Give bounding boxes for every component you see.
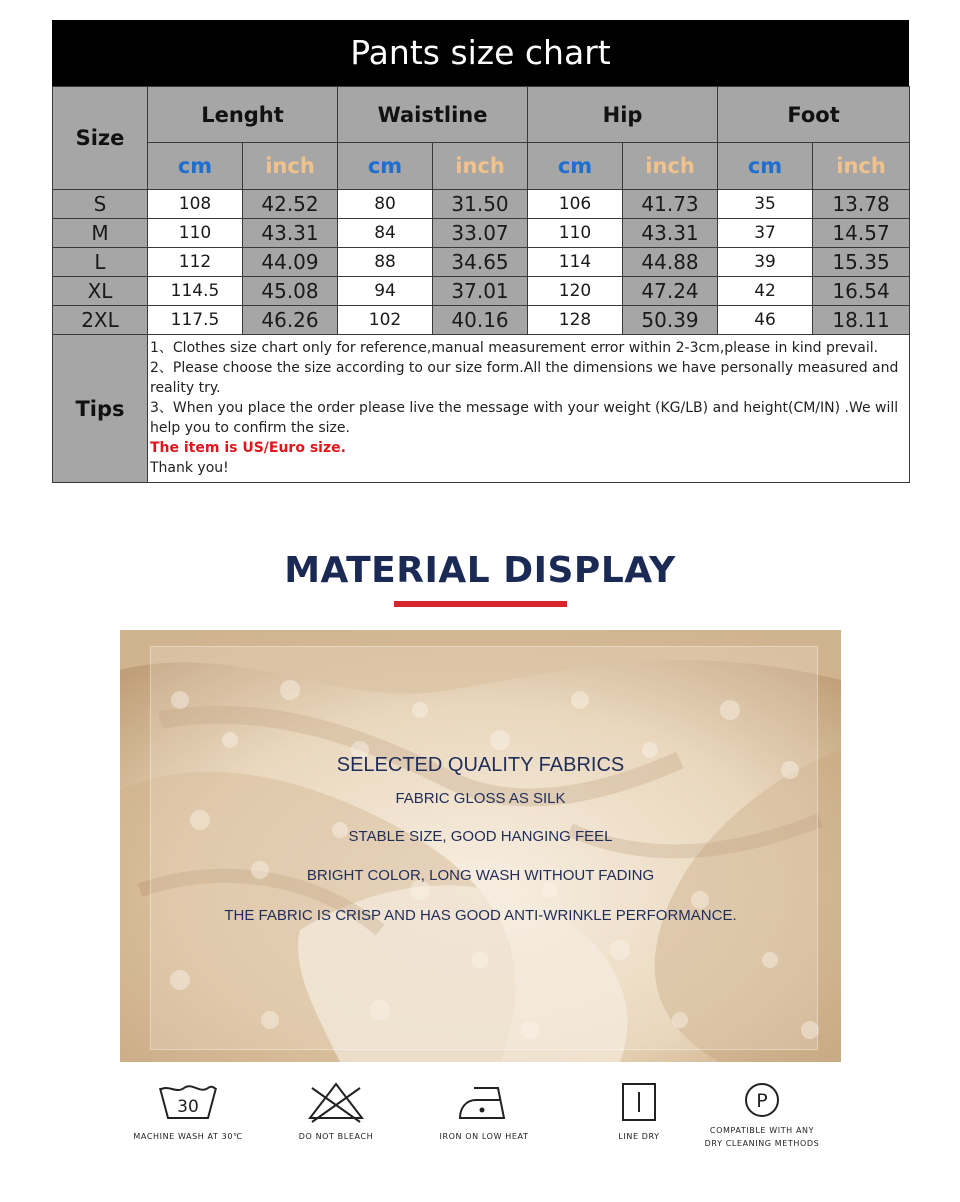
size-label: XL	[53, 277, 148, 306]
cell: 110	[148, 219, 243, 248]
tips-label: Tips	[53, 335, 148, 483]
chart-title: Pants size chart	[52, 20, 909, 86]
cell: 31.50	[433, 190, 528, 219]
size-label: S	[53, 190, 148, 219]
cell: 102	[338, 306, 433, 335]
cell: 42.52	[243, 190, 338, 219]
fabric-line: THE FABRIC IS CRISP AND HAS GOOD ANTI-WRINKLE PERFORMANCE.	[224, 907, 737, 924]
unit-cm: cm	[528, 143, 623, 190]
cell: 80	[338, 190, 433, 219]
care-no-bleach	[286, 1080, 386, 1143]
cell: 114.5	[148, 277, 243, 306]
cell: 110	[528, 219, 623, 248]
table-row	[53, 219, 910, 248]
cell: 15.35	[813, 248, 910, 277]
cell: 40.16	[433, 306, 528, 335]
cell: 88	[338, 248, 433, 277]
cell: 35	[718, 190, 813, 219]
cell: 41.73	[623, 190, 718, 219]
unit-cm: cm	[148, 143, 243, 190]
cell: 14.57	[813, 219, 910, 248]
cell: 39	[718, 248, 813, 277]
care-label-line1: COMPATIBLE WITH ANY	[709, 1126, 815, 1135]
machine-wash-30-icon	[156, 1080, 220, 1124]
do-not-bleach-icon	[306, 1080, 366, 1124]
care-label: LINE DRY	[618, 1132, 660, 1141]
size-header: Size	[53, 87, 148, 190]
cell: 18.11	[813, 306, 910, 335]
size-label: 2XL	[53, 306, 148, 335]
table-row	[53, 306, 910, 335]
cell: 128	[528, 306, 623, 335]
fabric-heading: SELECTED QUALITY FABRICS	[336, 754, 625, 776]
cell: 42	[718, 277, 813, 306]
cell: 47.24	[623, 277, 718, 306]
size-label: L	[53, 248, 148, 277]
cell: 45.08	[243, 277, 338, 306]
unit-cm: cm	[718, 143, 813, 190]
fabric-line: FABRIC GLOSS AS SILK	[395, 790, 566, 807]
table-row	[53, 190, 910, 219]
cell: 37.01	[433, 277, 528, 306]
fabric-line: STABLE SIZE, GOOD HANGING FEEL	[348, 828, 613, 845]
unit-inch: inch	[433, 143, 528, 190]
tip-size-note: The item is US/Euro size.	[150, 439, 346, 456]
unit-cm: cm	[338, 143, 433, 190]
cell: 44.09	[243, 248, 338, 277]
cell: 114	[528, 248, 623, 277]
unit-inch: inch	[813, 143, 910, 190]
dry-clean-letter: P	[756, 1090, 768, 1112]
title-underline	[394, 601, 567, 607]
cell: 46	[718, 306, 813, 335]
care-dry-clean	[700, 1080, 824, 1150]
group-header-waistline: Waistline	[338, 87, 528, 143]
cell: 37	[718, 219, 813, 248]
table-row	[53, 248, 910, 277]
tip-2: 2、Please choose the size according to our size form.All the dimensions we have personally measured and reality try.	[150, 359, 899, 396]
tips-text	[148, 335, 910, 483]
fabric-photo	[120, 630, 841, 1062]
dry-clean-p-icon	[740, 1080, 784, 1120]
cell: 112	[148, 248, 243, 277]
iron-low-heat-icon	[454, 1080, 514, 1124]
cell: 33.07	[433, 219, 528, 248]
cell: 43.31	[623, 219, 718, 248]
cell: 34.65	[433, 248, 528, 277]
group-header-foot: Foot	[718, 87, 910, 143]
cell: 16.54	[813, 277, 910, 306]
unit-inch: inch	[243, 143, 338, 190]
size-table	[52, 86, 910, 483]
cell: 43.31	[243, 219, 338, 248]
care-label: IRON ON LOW HEAT	[439, 1132, 529, 1141]
cell: 46.26	[243, 306, 338, 335]
cell: 120	[528, 277, 623, 306]
care-machine-wash	[128, 1080, 248, 1143]
group-header-hip: Hip	[528, 87, 718, 143]
unit-inch: inch	[623, 143, 718, 190]
care-iron	[428, 1080, 540, 1143]
care-label-line2: DRY CLEANING METHODS	[704, 1139, 820, 1148]
cell: 50.39	[623, 306, 718, 335]
care-label: DO NOT BLEACH	[298, 1132, 374, 1141]
text-overlay-panel	[150, 646, 818, 1050]
care-line-dry	[599, 1080, 679, 1143]
size-chart	[52, 20, 909, 483]
cell: 13.78	[813, 190, 910, 219]
wash-temperature: 30	[177, 1097, 199, 1117]
cell: 106	[528, 190, 623, 219]
group-header-length: Lenght	[148, 87, 338, 143]
tip-3: 3、When you place the order please live the message with your weight (KG/LB) and height(CM/IN) .We will help you to confirm the size.	[150, 399, 899, 436]
tip-1: 1、Clothes size chart only for reference,manual measurement error within 2-3cm,please in kind prevail.	[150, 339, 879, 356]
size-label: M	[53, 219, 148, 248]
cell: 117.5	[148, 306, 243, 335]
line-dry-icon	[619, 1080, 659, 1124]
cell: 94	[338, 277, 433, 306]
fabric-line: BRIGHT COLOR, LONG WASH WITHOUT FADING	[306, 867, 655, 884]
cell: 84	[338, 219, 433, 248]
care-label: MACHINE WASH AT 30℃	[133, 1132, 243, 1141]
tip-thanks: Thank you!	[150, 459, 229, 476]
cell: 108	[148, 190, 243, 219]
table-row	[53, 277, 910, 306]
cell: 44.88	[623, 248, 718, 277]
material-title: MATERIAL DISPLAY	[284, 550, 676, 591]
